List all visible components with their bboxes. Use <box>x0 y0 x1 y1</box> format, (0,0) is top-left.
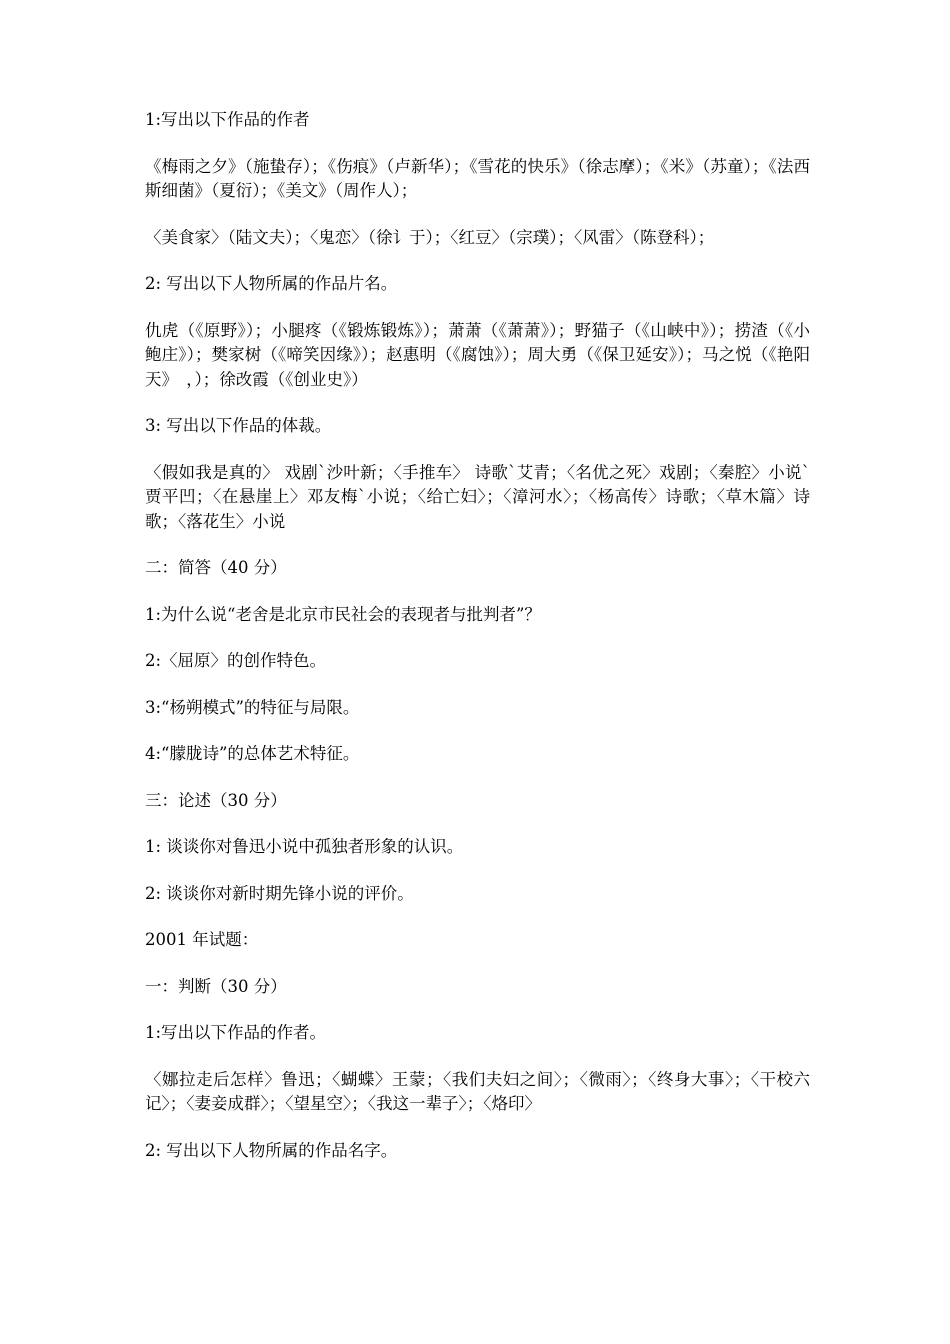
short-answer-4: 4:“朦胧诗”的总体艺术特征。 <box>145 744 360 763</box>
section-judgement: 一：判断（30 分） <box>145 976 287 996</box>
heading-2001-q1-authors: 1:写出以下作品的作者。 <box>145 1023 327 1042</box>
works-list-1: 《梅雨之夕》（施蛰存）；《伤痕》（卢新华）；《雪花的快乐》（徐志摩）；《米》（苏童）；《法西斯细菌》（夏衍）；《美文》（周作人）； <box>145 156 810 200</box>
heading-q1-authors: 1:写出以下作品的作者 <box>145 110 310 129</box>
document-page <box>145 108 810 1185</box>
essay-1: 1: 谈谈你对鲁迅小说中孤独者形象的认识。 <box>145 837 464 856</box>
essay-2: 2: 谈谈你对新时期先锋小说的评价。 <box>145 883 414 903</box>
works-list-2001: 〈娜拉走后怎样〉鲁迅；〈蝴蝶〉王蒙；〈我们夫妇之间〉；〈微雨〉；〈终身大事〉；〈干校六记〉；〈妻妾成群〉；〈望星空〉；〈我这一辈子〉；〈烙印〉 <box>145 1069 810 1113</box>
genres-list: 〈假如我是真的〉 戏剧`沙叶新；〈手推车〉 诗歌`艾青；〈名优之死〉戏剧；〈秦腔〉小说`贾平凹；〈在悬崖上〉邓友梅`小说；〈给亡妇〉；〈漳河水〉；〈杨高传〉诗歌；〈草木篇〉诗歌；〈落花生〉小说 <box>145 462 810 531</box>
section-essay: 三：论述（30 分） <box>145 790 287 810</box>
heading-q2-characters: 2: 写出以下人物所属的作品片名。 <box>145 274 398 293</box>
short-answer-1: 1:为什么说“老舍是北京市民社会的表现者与批判者”？ <box>145 604 541 624</box>
characters-list: 仇虎（《原野》）；小腿疼（《锻炼锻炼》）；萧萧（《萧萧》）；野猫子（《山峡中》）；捞渣（《小鲍庄》）；樊家树（《啼笑因缘》）；赵惠明（《腐蚀》）；周大勇（《保卫延安》）；马之悦（《艳阳天》 ，）；徐改霞（《创业史》） <box>145 320 810 389</box>
year-heading: 2001 年试题： <box>145 930 259 949</box>
short-answer-3: 3:“杨朔模式”的特征与局限。 <box>145 697 360 717</box>
heading-2001-q2-characters: 2: 写出以下人物所属的作品名字。 <box>145 1140 398 1160</box>
works-list-2: 〈美食家〉（陆文夫）；〈鬼恋〉（徐讠于）；〈红豆〉（宗璞）；〈风雷〉（陈登科）； <box>145 227 715 247</box>
heading-q3-genres: 3: 写出以下作品的体裁。 <box>145 416 332 435</box>
short-answer-2: 2:〈屈原〉的创作特色。 <box>145 651 327 670</box>
section-short-answer: 二：简答（40 分） <box>145 558 287 577</box>
